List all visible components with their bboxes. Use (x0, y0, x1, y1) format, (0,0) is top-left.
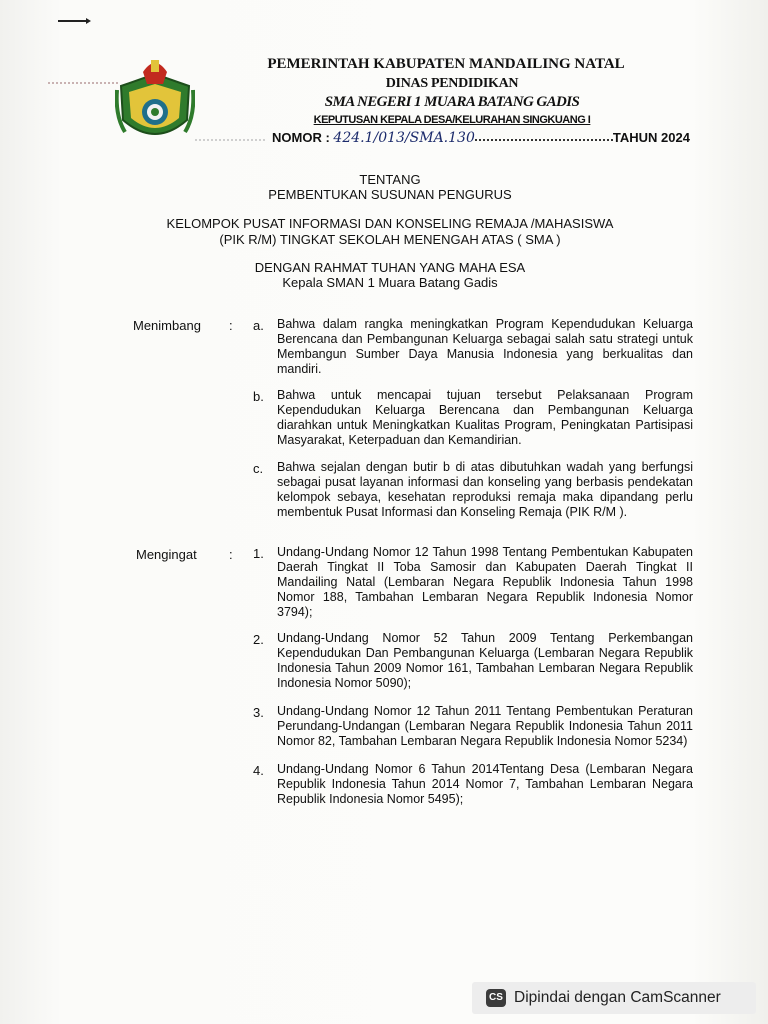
menimbang-mark-b: b. (253, 389, 264, 404)
menimbang-item-c: Bahwa sejalan dengan butir b di atas dibutuhkan wadah yang berfungsi sebagai pusat layanan informasi dan konseling yang berbasis pendekatan kelompok sebaya, kesehatan reproduksi remaja maka dipandang perlu membentuk Pusat Informasi dan Konseling Remaja (PIK R/M ). (277, 460, 693, 519)
menimbang-colon: : (229, 318, 233, 333)
camscanner-text: Dipindai dengan CamScanner (514, 989, 721, 1006)
title-line-1: KELOMPOK PUSAT INFORMASI DAN KONSELING REMAJA /MAHASISWA (166, 216, 614, 231)
nomor-handwritten-value: 424.1/013/SMA.130 (333, 130, 475, 146)
header-government: PEMERINTAH KABUPATEN MANDAILING NATAL (267, 56, 625, 72)
mengingat-item-3: Undang-Undang Nomor 12 Tahun 2011 Tentang Pembentukan Peraturan Perundang-Undangan (Lembaran Negara Republik Indonesia Tahun 2011 Nomor 82, Tambahan Lembaran Negara Republik Indonesia Nomor 5234) (277, 704, 693, 748)
mengingat-label: Mengingat (136, 547, 197, 562)
camscanner-watermark (472, 982, 756, 1014)
menimbang-item-b: Bahwa untuk mencapai tujuan tersebut Pelaksanaan Program Kependudukan Keluarga Berencana dan Pembangunan Keluarga diarahkan untuk Meningkatkan Kualitas Program, Peningkatan Partisipasi Masyarakat, Keterpaduan dan Kemandirian. (277, 388, 693, 447)
mengingat-item-1: Undang-Undang Nomor 12 Tahun 1998 Tentang Pembentukan Kabupaten Daerah Tingkat II Toba Samosir dan Kabupaten Daerah Tingkat II Mandailing Natal (Lembaran Negara Republik Indonesia Tahun 1998 Nomor 188, Tambahan Lembaran Negara Republik Indonesia Nomor 3794); (277, 545, 693, 619)
nomor-label: NOMOR : (272, 130, 330, 145)
regency-emblem-logo (115, 56, 195, 152)
menimbang-item-a: Bahwa dalam rangka meningkatkan Program Kependudukan Keluarga Berencana dan Pembangunan Keluarga sebagai salah satu strategi untuk Membangun Sumber Daya Manusia Indonesia yang berkualitas dan mandiri. (277, 317, 693, 376)
stamp-dots (48, 82, 118, 88)
nomor-dotted-line (475, 137, 613, 141)
menimbang-label: Menimbang (133, 318, 201, 333)
title-tentang: TENTANG (359, 172, 421, 187)
header-school: SMA NEGERI 1 MUARA BATANG GADIS (324, 94, 580, 110)
menimbang-mark-c: c. (253, 461, 264, 476)
mengingat-mark-2: 2. (253, 632, 264, 647)
mengingat-mark-3: 3. (253, 705, 264, 720)
decree-number (272, 130, 690, 146)
title-kepala: Kepala SMAN 1 Muara Batang Gadis (282, 275, 498, 290)
mengingat-item-4: Undang-Undang Nomor 6 Tahun 2014Tentang Desa (Lembaran Negara Republik Indonesia Tahun 2014 Nomor 7, Tambahan Lembaran Negara Republik Indonesia Nomor 5495); (277, 762, 693, 806)
header-decree: KEPUTUSAN KEPALA DESA/KELURAHAN SINGKUANG I (313, 114, 591, 126)
header-agency: DINAS PENDIDIKAN (385, 76, 519, 91)
mengingat-mark-4: 4. (253, 763, 264, 778)
menimbang-mark-a: a. (253, 318, 264, 333)
title-rahmat: DENGAN RAHMAT TUHAN YANG MAHA ESA (254, 260, 526, 275)
mengingat-mark-1: 1. (253, 546, 264, 561)
mengingat-colon: : (229, 547, 233, 562)
title-subject: PEMBENTUKAN SUSUNAN PENGURUS (268, 187, 512, 202)
nomor-year: TAHUN 2024 (612, 130, 690, 145)
camscanner-icon: CS (486, 989, 506, 1007)
mengingat-item-2: Undang-Undang Nomor 52 Tahun 2009 Tentang Perkembangan Kependudukan Dan Pembangunan Keluarga (Lembaran Negara Republik Indonesia Tahun 2009 Nomor 161, Tambahan Lembaran Negara Republik Indonesia Nomor 5090); (277, 631, 693, 690)
title-line-2: (PIK R/M) TINGKAT SEKOLAH MENENGAH ATAS ( SMA ) (219, 232, 561, 247)
pen-mark (58, 20, 88, 22)
stamp-dots (195, 139, 265, 145)
